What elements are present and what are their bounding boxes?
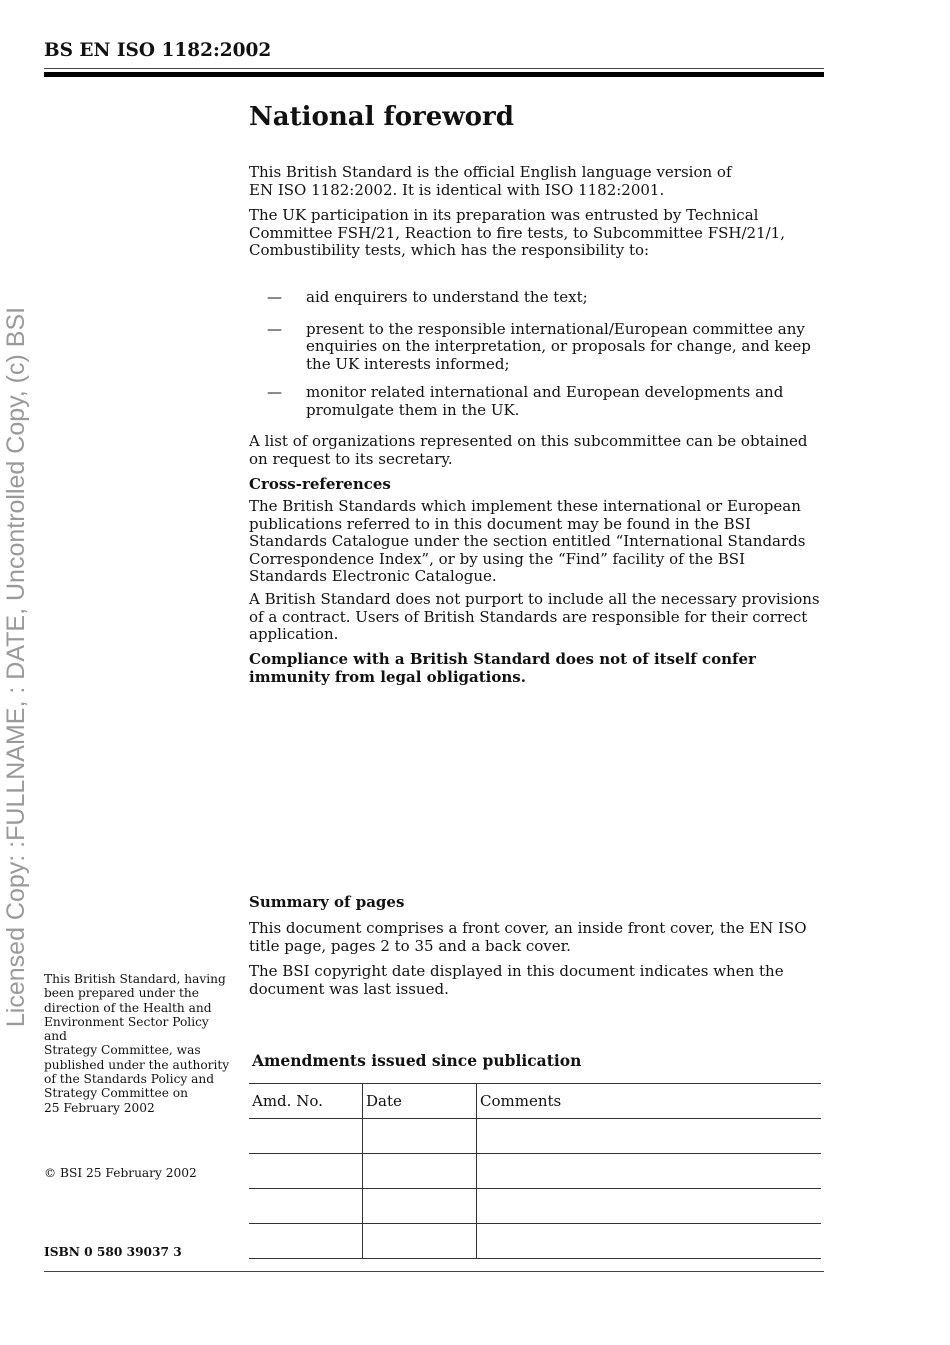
- list-item: [249, 321, 824, 374]
- watermark-text: Licensed Copy: :FULLNAME, : DATE, Uncontrolled Copy, (c) BSI: [2, 306, 30, 1028]
- column-header-amd-no: Amd. No.: [249, 1084, 363, 1119]
- table-cell: [477, 1154, 822, 1189]
- table-header-row: [249, 1084, 821, 1119]
- list-item: [249, 384, 824, 419]
- publication-note: [44, 972, 234, 1115]
- publication-note-line: direction of the Health and: [44, 1000, 212, 1015]
- table-cell: [249, 1224, 363, 1259]
- table-cell: [363, 1119, 477, 1154]
- publication-note-line: of the Standards Policy and: [44, 1072, 215, 1087]
- para-provisions: A British Standard does not purport to include all the necessary provisions of a contract. Users of British Standards are responsible for their correct application.: [249, 590, 820, 643]
- copyright-notice: © BSI 25 February 2002: [44, 1166, 197, 1180]
- column-header-date: Date: [363, 1084, 477, 1119]
- page-title: National foreword: [249, 102, 514, 132]
- amendments-table: [249, 1083, 821, 1259]
- list-item: [249, 289, 824, 307]
- summary-text: This document comprises a front cover, an inside front cover, the EN ISO title page, pages 2 to 35 and a back cover.: [249, 919, 807, 955]
- compliance-statement: Compliance with a British Standard does not of itself confer immunity from legal obligations.: [249, 650, 756, 686]
- publication-note-line: Environment Sector Policy and: [44, 1014, 209, 1044]
- isbn: ISBN 0 580 39037 3: [44, 1245, 182, 1259]
- table-cell: [363, 1224, 477, 1259]
- document-id: BS EN ISO 1182:2002: [44, 40, 272, 61]
- table-cell: [477, 1189, 822, 1224]
- publication-note-line: This British Standard, having: [44, 972, 226, 986]
- table-row: [249, 1224, 821, 1259]
- table-cell: [249, 1154, 363, 1189]
- header-rule-thin: [44, 68, 824, 69]
- para-cross-references: The British Standards which implement these international or European publications referred to in this document may be found in the BSI Standards Catalogue under the section entitled “International Standards Correspondence Index”, or by using the “Find” facility of the BSI Standards Electronic Catalogue.: [249, 497, 806, 585]
- responsibility-list: [249, 289, 824, 419]
- dash-marker: —: [267, 383, 282, 401]
- para-organizations: A list of organizations represented on this subcommittee can be obtained on request to its secretary.: [249, 432, 808, 468]
- list-item-text: monitor related international and European developments and promulgate them in the UK.: [306, 383, 784, 419]
- publication-note-line: been prepared under the: [44, 986, 199, 1001]
- copyright-date-note: The BSI copyright date displayed in this document indicates when the document was last issued.: [249, 962, 784, 998]
- table-cell: [477, 1224, 822, 1259]
- publication-note-line: Strategy Committee, was: [44, 1043, 201, 1058]
- table-row: [249, 1119, 821, 1154]
- summary-heading: Summary of pages: [249, 893, 405, 911]
- table-row: [249, 1189, 821, 1224]
- para-official-version-line2: EN ISO 1182:2002. It is identical with ISO 1182:2001.: [249, 180, 665, 199]
- column-header-comments: Comments: [477, 1084, 822, 1119]
- table-row: [249, 1154, 821, 1189]
- footer-rule: [44, 1271, 824, 1272]
- table-cell: [363, 1189, 477, 1224]
- publication-note-line: 25 February 2002: [44, 1100, 155, 1115]
- dash-marker: —: [267, 288, 282, 306]
- cross-references-heading: Cross-references: [249, 475, 391, 493]
- table-cell: [363, 1154, 477, 1189]
- para-official-version-line1: This British Standard is the official English language version of: [249, 163, 732, 181]
- publication-note-line: Strategy Committee on: [44, 1086, 188, 1101]
- table-cell: [249, 1189, 363, 1224]
- publication-note-line: published under the authority: [44, 1057, 230, 1072]
- table-cell: [477, 1119, 822, 1154]
- dash-marker: —: [267, 319, 282, 338]
- header-rule-thick: [44, 72, 824, 77]
- amendments-title: Amendments issued since publication: [252, 1051, 582, 1070]
- national-foreword-section: [249, 100, 824, 134]
- list-item-text: aid enquirers to understand the text;: [306, 288, 588, 306]
- para-uk-participation: The UK participation in its preparation was entrusted by Technical Committee FSH/21, Reaction to fire tests, to Subcommittee FSH/21/1, Combustibility tests, which has the responsibility to:: [249, 206, 785, 259]
- table-cell: [249, 1119, 363, 1154]
- list-item-text: present to the responsible international/European committee any enquiries on the interpretation, or proposals for change, and keep the UK interests informed;: [306, 319, 811, 373]
- para-official-version: [249, 164, 824, 199]
